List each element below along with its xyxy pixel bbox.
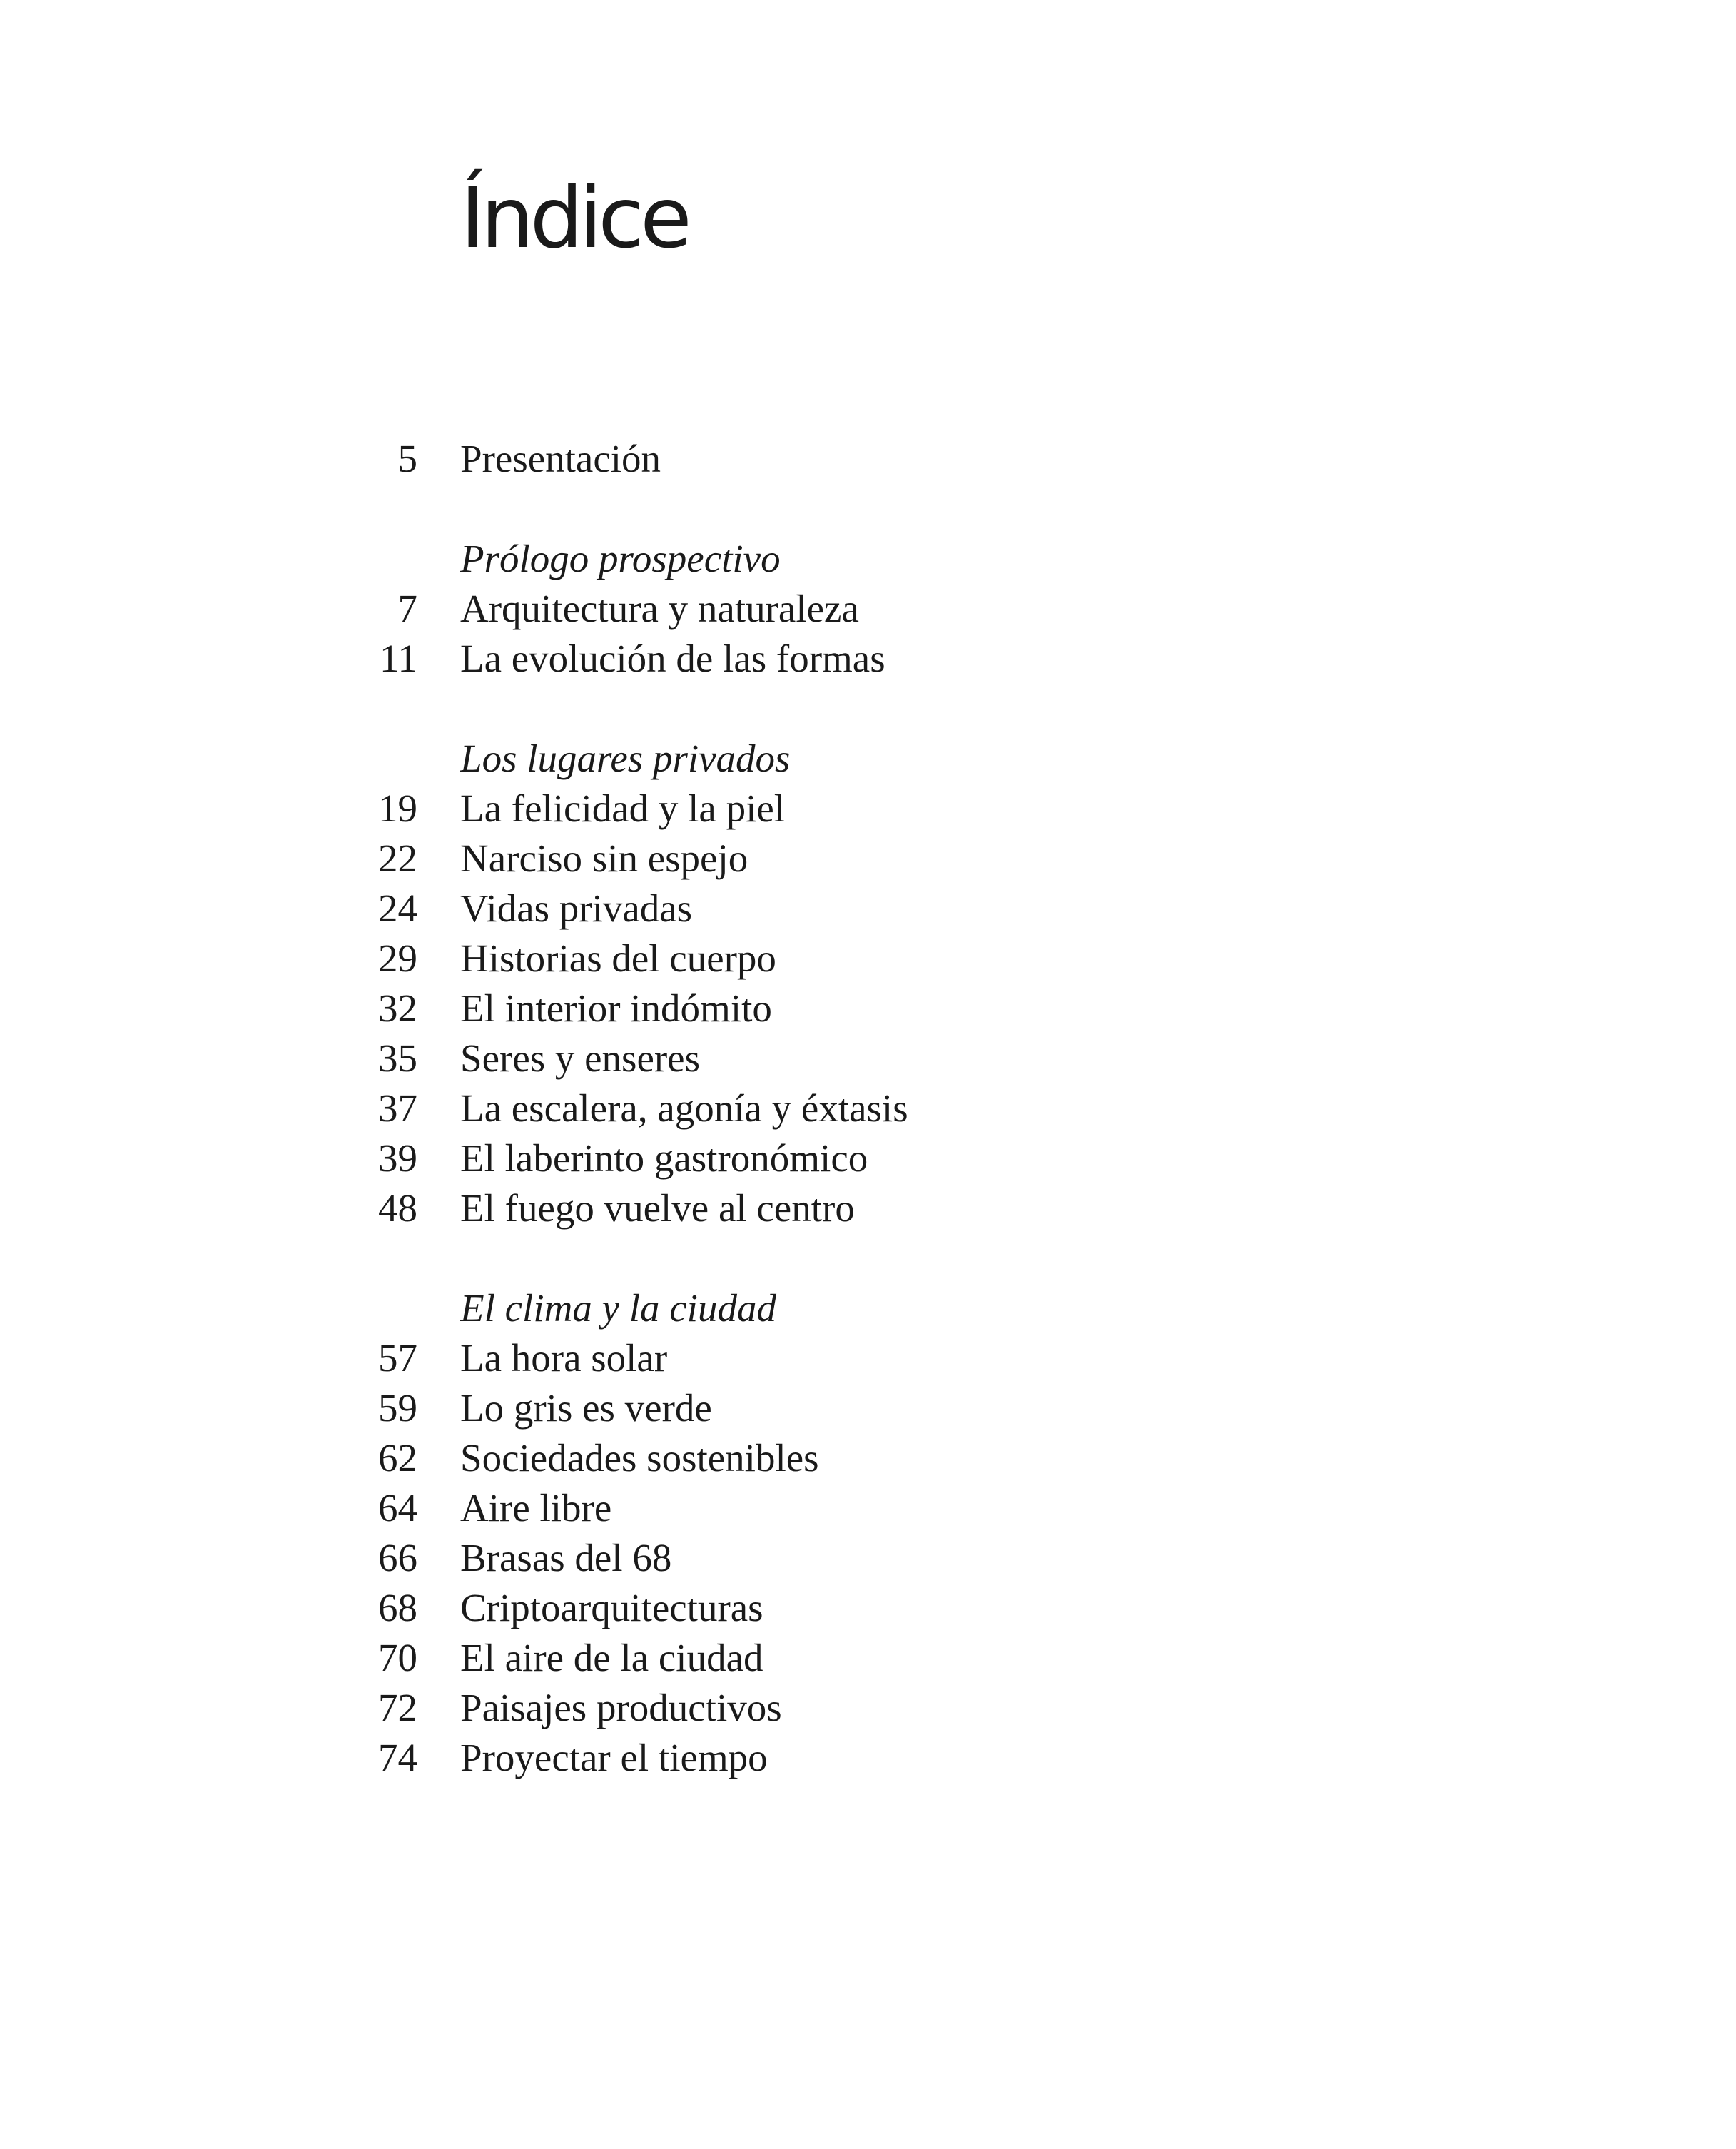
toc-entry-title: Narciso sin espejo: [460, 836, 748, 880]
toc-entry: [0, 1333, 1736, 1383]
toc-page-number: 72: [378, 1686, 417, 1729]
toc-page-number: 32: [378, 986, 417, 1030]
section-spacer: [0, 484, 1736, 534]
toc-entry: [0, 1483, 1736, 1533]
toc-entry-title: Presentación: [460, 437, 661, 480]
toc-entry-title: La hora solar: [460, 1336, 668, 1380]
toc-entry-title: El interior indómito: [460, 986, 772, 1030]
toc-entry: [0, 884, 1736, 934]
toc-entry-title: La felicidad y la piel: [460, 787, 786, 830]
toc-page-number: 35: [378, 1036, 417, 1080]
section-spacer: [0, 684, 1736, 734]
toc-section-heading: [0, 1283, 1736, 1333]
toc-entry: [0, 1533, 1736, 1583]
toc-entry: [0, 1733, 1736, 1783]
toc-entry-title: El laberinto gastronómico: [460, 1136, 868, 1180]
toc-entry: [0, 1383, 1736, 1433]
toc-page-number: 57: [378, 1336, 417, 1380]
toc-entry-title: Aire libre: [460, 1486, 612, 1529]
toc-section-heading: [0, 734, 1736, 784]
toc-page-number: 24: [378, 886, 417, 930]
toc-entry-title: La escalera, agonía y éxtasis: [460, 1086, 908, 1130]
toc-entry-title: Sociedades sostenibles: [460, 1436, 819, 1480]
toc-page-number: 48: [378, 1186, 417, 1230]
toc-entry-title: El fuego vuelve al centro: [460, 1186, 855, 1230]
toc-page-number: 7: [397, 587, 417, 630]
toc-entry-title: Lo gris es verde: [460, 1386, 712, 1430]
toc-entry-title: Brasas del 68: [460, 1536, 672, 1579]
toc-entry: [0, 1433, 1736, 1483]
toc-entry-title: Criptoarquitecturas: [460, 1586, 763, 1629]
toc-entry-title: El aire de la ciudad: [460, 1636, 763, 1679]
toc-entry: [0, 934, 1736, 984]
section-heading-text: Los lugares privados: [460, 737, 791, 780]
toc-page-number: 19: [378, 787, 417, 830]
toc-page-number: 39: [378, 1136, 417, 1180]
toc-entry: [0, 784, 1736, 834]
toc-entry: [0, 1633, 1736, 1683]
toc-entry: [0, 634, 1736, 684]
toc-entry-title: Arquitectura y naturaleza: [460, 587, 859, 630]
toc-entry: [0, 1683, 1736, 1733]
toc-section-heading: [0, 534, 1736, 584]
toc-entry: [0, 1183, 1736, 1233]
toc-entry: [0, 1133, 1736, 1183]
table-of-contents: [0, 434, 1736, 1783]
section-heading-text: El clima y la ciudad: [460, 1286, 776, 1330]
toc-entry: [0, 834, 1736, 884]
toc-entry: [0, 584, 1736, 634]
toc-page-number: 59: [378, 1386, 417, 1430]
toc-page-number: 5: [397, 437, 417, 480]
toc-entry-title: Paisajes productivos: [460, 1686, 782, 1729]
section-spacer: [0, 1233, 1736, 1283]
toc-page-number: 22: [378, 836, 417, 880]
toc-page-number: 64: [378, 1486, 417, 1529]
toc-page-number: 74: [378, 1736, 417, 1779]
toc-entry: [0, 1083, 1736, 1133]
toc-page-number: 37: [378, 1086, 417, 1130]
toc-entry: [0, 1033, 1736, 1083]
section-heading-text: Prólogo prospectivo: [460, 537, 781, 580]
page-title: Índice: [460, 168, 688, 267]
toc-page-number: 29: [378, 936, 417, 980]
toc-entry-title: La evolución de las formas: [460, 637, 885, 680]
toc-page-number: 62: [378, 1436, 417, 1480]
toc-entry-title: Vidas privadas: [460, 886, 693, 930]
toc-page-number: 70: [378, 1636, 417, 1679]
toc-entry-title: Seres y enseres: [460, 1036, 700, 1080]
toc-entry: [0, 984, 1736, 1033]
toc-page-number: 68: [378, 1586, 417, 1629]
toc-entry: [0, 1583, 1736, 1633]
toc-page-number: 11: [380, 637, 417, 680]
toc-entry-title: Proyectar el tiempo: [460, 1736, 768, 1779]
toc-entry: [0, 434, 1736, 484]
toc-page-number: 66: [378, 1536, 417, 1579]
toc-entry-title: Historias del cuerpo: [460, 936, 776, 980]
